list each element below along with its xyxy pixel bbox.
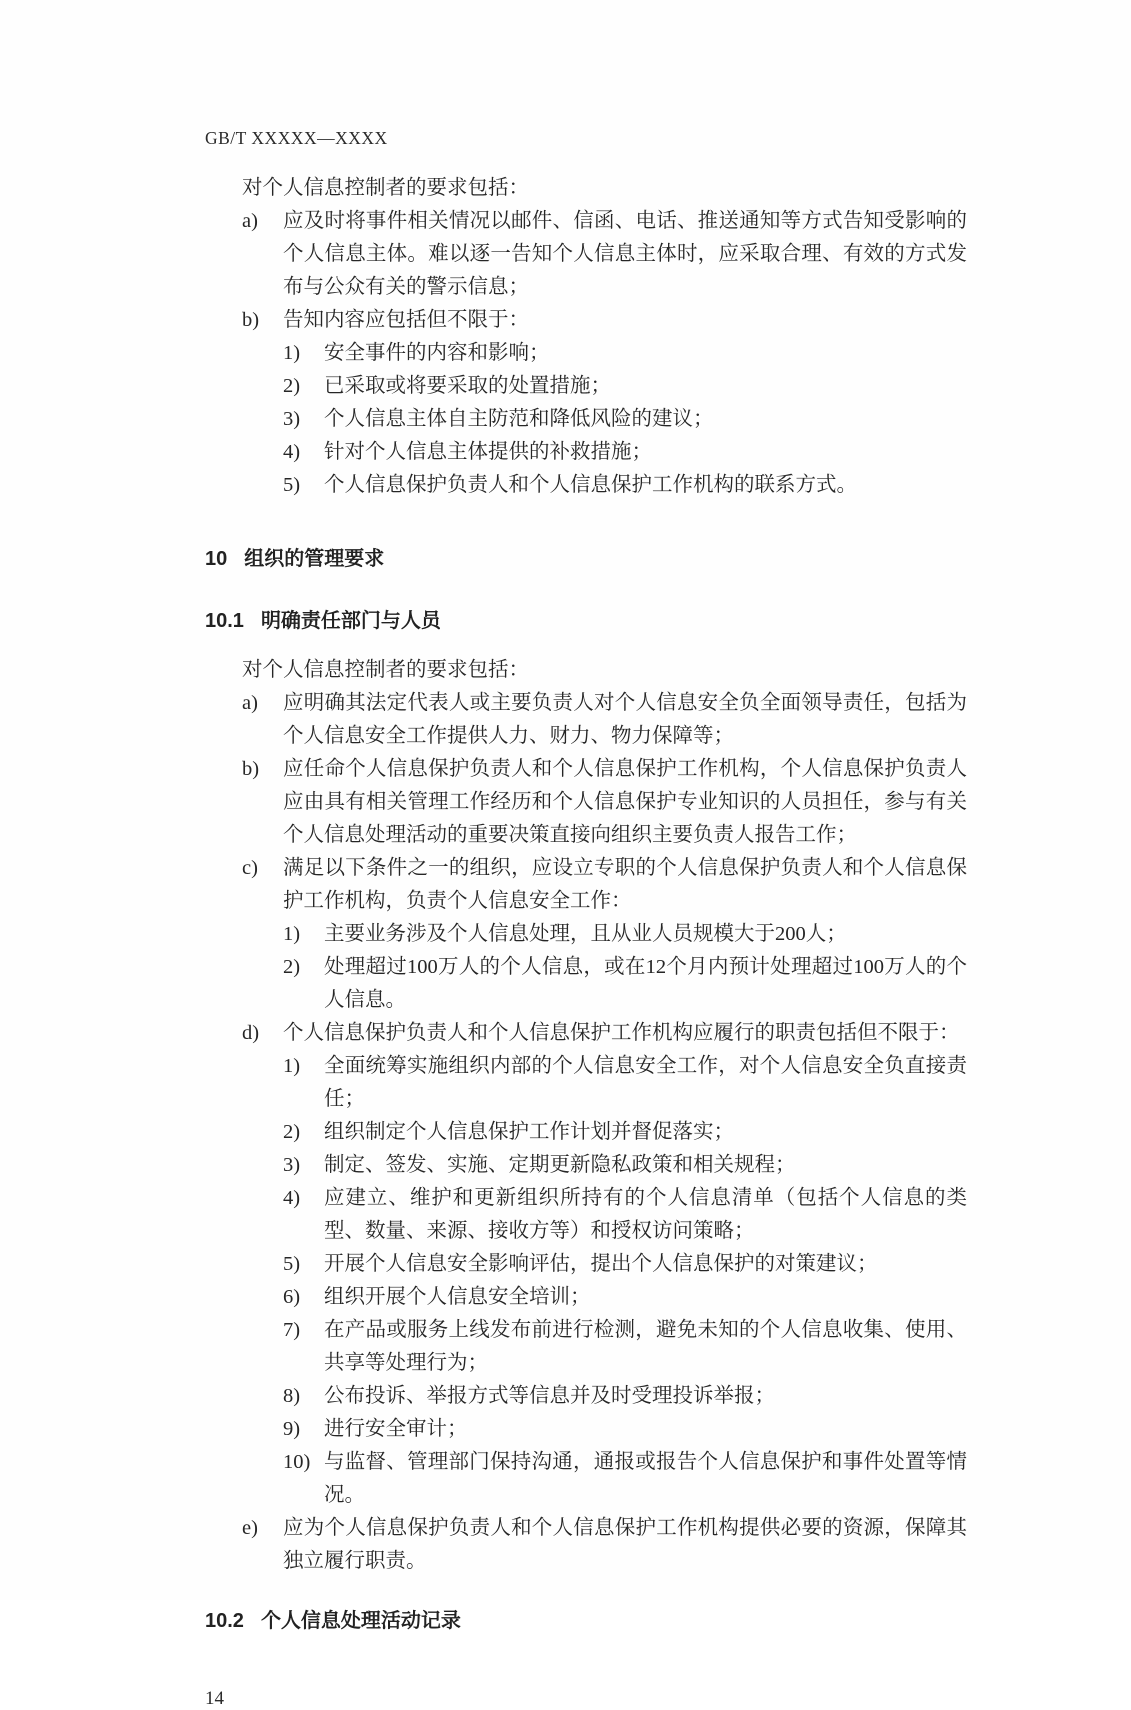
sub-item bbox=[283, 337, 967, 370]
sub-item-label: 8) bbox=[283, 1385, 301, 1407]
sub-item bbox=[283, 1314, 967, 1380]
sub-item-text: 全面统筹实施组织内部的个人信息安全工作，对个人信息安全负直接责任； bbox=[324, 1055, 967, 1110]
sub-item-text: 应建立、维护和更新组织所持有的个人信息清单（包括个人信息的类型、数量、来源、接收方等）和授权访问策略； bbox=[324, 1187, 967, 1242]
sub-item-label: 4) bbox=[283, 1187, 301, 1209]
list-item-label: b) bbox=[242, 758, 260, 780]
sub-item-text: 组织制定个人信息保护工作计划并督促落实； bbox=[324, 1121, 734, 1143]
list-item-c bbox=[242, 852, 967, 918]
sub-item-label: 2) bbox=[283, 1121, 301, 1143]
list-item-label: a) bbox=[242, 692, 258, 714]
sub-item-label: 1) bbox=[283, 923, 301, 945]
sub-item bbox=[283, 436, 967, 469]
sub-item-label: 3) bbox=[283, 408, 301, 430]
page-number: 14 bbox=[205, 1688, 224, 1709]
list-item-text: 应及时将事件相关情况以邮件、信函、电话、推送通知等方式告知受影响的个人信息主体。难以逐一告知个人信息主体时，应采取合理、有效的方式发布与公众有关的警示信息； bbox=[283, 210, 967, 298]
section-heading-10-1 bbox=[205, 608, 967, 634]
list-item-label: b) bbox=[242, 309, 260, 331]
document-body bbox=[205, 172, 967, 1710]
sub-item-text: 针对个人信息主体提供的补救措施； bbox=[324, 441, 652, 463]
sub-item-text: 个人信息保护负责人和个人信息保护工作机构的联系方式。 bbox=[324, 474, 857, 496]
sub-item-label: 2) bbox=[283, 956, 301, 978]
sub-item-text: 主要业务涉及个人信息处理，且从业人员规模大于200人； bbox=[324, 923, 847, 945]
sub-item bbox=[283, 1446, 967, 1512]
sub-item-label: 1) bbox=[283, 1055, 301, 1077]
sub-item bbox=[283, 918, 967, 951]
sub-item-text: 与监督、管理部门保持沟通，通报或报告个人信息保护和事件处置等情况。 bbox=[324, 1451, 967, 1506]
section-number: 10.1 bbox=[205, 610, 244, 632]
sub-item bbox=[283, 403, 967, 436]
sub-item-label: 10) bbox=[283, 1451, 311, 1473]
intro-paragraph: 对个人信息控制者的要求包括： bbox=[242, 177, 529, 199]
sub-item bbox=[283, 1248, 967, 1281]
list-item-text: 个人信息保护负责人和个人信息保护工作机构应履行的职责包括但不限于： bbox=[283, 1022, 960, 1044]
sub-item bbox=[283, 1116, 967, 1149]
sub-item-label: 2) bbox=[283, 375, 301, 397]
sub-item-text: 制定、签发、实施、定期更新隐私政策和相关规程； bbox=[324, 1154, 796, 1176]
sub-item bbox=[283, 1281, 967, 1314]
sub-item-label: 4) bbox=[283, 441, 301, 463]
sub-item-text: 处理超过100万人的个人信息，或在12个月内预计处理超过100万人的个人信息。 bbox=[324, 956, 967, 1011]
sub-item-label: 1) bbox=[283, 342, 301, 364]
sub-item bbox=[283, 1149, 967, 1182]
sub-item bbox=[283, 951, 967, 1017]
sub-item bbox=[283, 469, 967, 502]
sub-item-label: 7) bbox=[283, 1319, 301, 1341]
list-item-label: e) bbox=[242, 1517, 258, 1539]
list-item-b bbox=[242, 304, 967, 337]
chapter-title: 组织的管理要求 bbox=[244, 548, 385, 570]
sub-item bbox=[283, 1182, 967, 1248]
sub-item-text: 个人信息主体自主防范和降低风险的建议； bbox=[324, 408, 714, 430]
list-item-b bbox=[242, 753, 967, 852]
section-heading-10-2 bbox=[205, 1608, 967, 1634]
list-item-a bbox=[242, 687, 967, 753]
sub-item bbox=[283, 1380, 967, 1413]
list-item-a bbox=[242, 205, 967, 304]
sub-item-label: 3) bbox=[283, 1154, 301, 1176]
sub-item-text: 公布投诉、举报方式等信息并及时受理投诉举报； bbox=[324, 1385, 775, 1407]
section-title: 个人信息处理活动记录 bbox=[260, 1610, 461, 1632]
section-title: 明确责任部门与人员 bbox=[260, 610, 441, 632]
list-item-text: 告知内容应包括但不限于： bbox=[283, 309, 529, 331]
running-header: GB/T XXXXX—XXXX bbox=[205, 128, 388, 148]
sub-item-text: 在产品或服务上线发布前进行检测，避免未知的个人信息收集、使用、共享等处理行为； bbox=[324, 1319, 967, 1374]
chapter-heading-10 bbox=[205, 546, 967, 572]
list-item-label: a) bbox=[242, 210, 258, 232]
sub-item-text: 组织开展个人信息安全培训； bbox=[324, 1286, 591, 1308]
sub-item-text: 开展个人信息安全影响评估，提出个人信息保护的对策建议； bbox=[324, 1253, 878, 1275]
sub-item-label: 5) bbox=[283, 1253, 301, 1275]
sub-item-label: 9) bbox=[283, 1418, 301, 1440]
list-item-text: 满足以下条件之一的组织，应设立专职的个人信息保护负责人和个人信息保护工作机构，负责个人信息安全工作： bbox=[283, 857, 967, 912]
sub-item-text: 进行安全审计； bbox=[324, 1418, 468, 1440]
list-item-text: 应为个人信息保护负责人和个人信息保护工作机构提供必要的资源，保障其独立履行职责。 bbox=[283, 1517, 967, 1572]
section-number: 10.2 bbox=[205, 1610, 244, 1632]
list-item-e bbox=[242, 1512, 967, 1578]
sub-item-text: 安全事件的内容和影响； bbox=[324, 342, 550, 364]
intro-paragraph: 对个人信息控制者的要求包括： bbox=[242, 659, 529, 681]
list-item-text: 应任命个人信息保护负责人和个人信息保护工作机构，个人信息保护负责人应由具有相关管理工作经历和个人信息保护专业知识的人员担任，参与有关个人信息处理活动的重要决策直接向组织主要负责人报告工作； bbox=[283, 758, 967, 846]
sub-item bbox=[283, 1413, 967, 1446]
sub-item bbox=[283, 1050, 967, 1116]
list-item-label: c) bbox=[242, 857, 258, 879]
list-item-text: 应明确其法定代表人或主要负责人对个人信息安全负全面领导责任，包括为个人信息安全工作提供人力、财力、物力保障等； bbox=[283, 692, 967, 747]
sub-item-text: 已采取或将要采取的处置措施； bbox=[324, 375, 611, 397]
sub-item bbox=[283, 370, 967, 403]
sub-item-label: 5) bbox=[283, 474, 301, 496]
list-item-label: d) bbox=[242, 1022, 260, 1044]
chapter-number: 10 bbox=[205, 548, 228, 570]
sub-item-label: 6) bbox=[283, 1286, 301, 1308]
list-item-d bbox=[242, 1017, 967, 1050]
